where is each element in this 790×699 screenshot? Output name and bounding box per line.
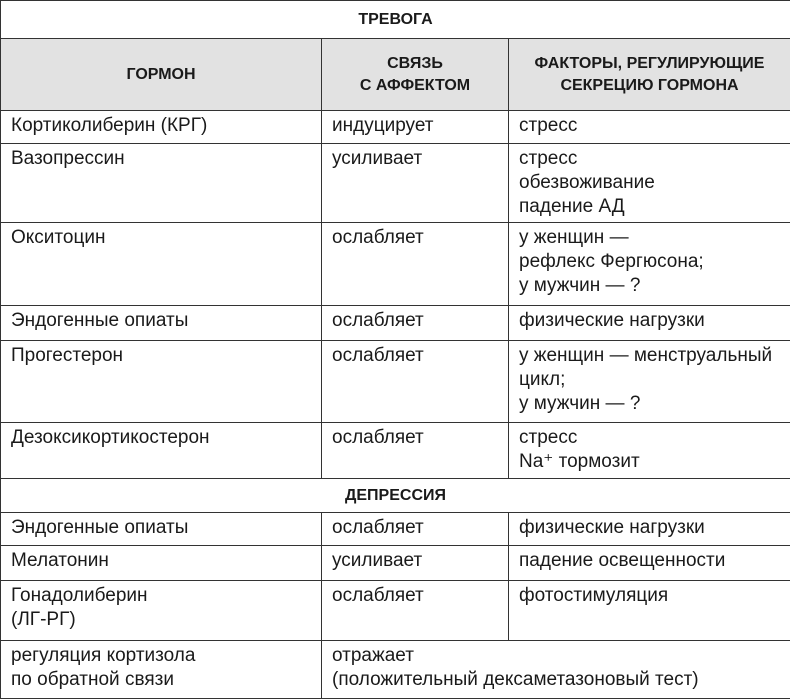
table-row	[1, 111, 790, 144]
table-row	[1, 341, 790, 423]
section-title: ТРЕВОГА	[1, 1, 790, 39]
section-row-depression	[1, 479, 790, 513]
factors-cell-line: у женщин —	[519, 226, 780, 250]
link-cell-line: ослабляет	[332, 426, 498, 450]
factors-cell-line: падение освещенности	[519, 549, 780, 573]
header-factors	[509, 39, 790, 111]
link-cell-line: усиливает	[332, 549, 498, 573]
factors-cell	[509, 223, 790, 306]
hormone-cell	[1, 641, 322, 699]
factors-cell-line: цикл;	[519, 368, 780, 392]
hormone-cell-line: по обратной связи	[11, 668, 311, 692]
hormone-cell-line: (ЛГ-РГ)	[11, 608, 311, 632]
header-link-line: С АФФЕКТОМ	[326, 75, 504, 97]
factors-cell-line: у мужчин — ?	[519, 274, 780, 298]
merged-cell-line: (положительный дексаметазоновый тест)	[332, 668, 780, 692]
factors-cell-line: у мужчин — ?	[519, 392, 780, 416]
table-row	[1, 641, 790, 699]
link-cell	[322, 341, 509, 423]
header-hormone-line: ГОРМОН	[5, 64, 317, 86]
factors-cell-line: стресс	[519, 114, 780, 138]
link-cell	[322, 513, 509, 546]
table-row	[1, 306, 790, 341]
hormone-cell-line: Мелатонин	[11, 549, 311, 573]
header-factors-line: ФАКТОРЫ, РЕГУЛИРУЮЩИЕ	[513, 53, 786, 75]
header-link-line: СВЯЗЬ	[326, 53, 504, 75]
table-row	[1, 581, 790, 641]
factors-cell-line: физические нагрузки	[519, 309, 780, 333]
factors-cell-line: стресс	[519, 426, 780, 450]
table-row	[1, 423, 790, 479]
hormone-cell	[1, 513, 322, 546]
factors-cell-line: обезвоживание	[519, 171, 780, 195]
hormone-cell-line: регуляция кортизола	[11, 644, 311, 668]
factors-cell-line: физические нагрузки	[519, 516, 780, 540]
factors-cell-line: рефлекс Фергюсона;	[519, 250, 780, 274]
section-title: ДЕПРЕССИЯ	[1, 479, 790, 513]
link-cell	[322, 423, 509, 479]
hormone-cell-line: Вазопрессин	[11, 147, 311, 171]
factors-cell	[509, 111, 790, 144]
header-hormone	[1, 39, 322, 111]
hormone-cell	[1, 546, 322, 581]
table-row	[1, 513, 790, 546]
factors-cell-line: фотостимуляция	[519, 584, 780, 608]
link-cell-line: ослабляет	[332, 226, 498, 250]
hormone-cell-line: Кортиколиберин (КРГ)	[11, 114, 311, 138]
factors-cell	[509, 341, 790, 423]
header-factors-line: СЕКРЕЦИЮ ГОРМОНА	[513, 75, 786, 97]
link-cell	[322, 581, 509, 641]
hormone-cell	[1, 111, 322, 144]
hormone-cell	[1, 341, 322, 423]
merged-cell	[322, 641, 790, 699]
hormone-cell	[1, 144, 322, 223]
header-row	[1, 39, 790, 111]
hormone-cell-line: Окситоцин	[11, 226, 311, 250]
factors-cell-line: у женщин — менструальный	[519, 344, 780, 368]
hormone-cell	[1, 581, 322, 641]
link-cell-line: ослабляет	[332, 516, 498, 540]
factors-cell-line: стресс	[519, 147, 780, 171]
factors-cell-line: падение АД	[519, 195, 780, 219]
factors-cell-line: Na⁺ тормозит	[519, 450, 780, 474]
hormone-cell-line: Дезоксикортикостерон	[11, 426, 311, 450]
header-link	[322, 39, 509, 111]
link-cell	[322, 306, 509, 341]
section-row-anxiety	[1, 1, 790, 39]
factors-cell	[509, 306, 790, 341]
hormone-cell	[1, 423, 322, 479]
link-cell	[322, 223, 509, 306]
hormone-cell-line: Прогестерон	[11, 344, 311, 368]
link-cell-line: усиливает	[332, 147, 498, 171]
link-cell-line: ослабляет	[332, 344, 498, 368]
factors-cell	[509, 546, 790, 581]
link-cell	[322, 111, 509, 144]
factors-cell	[509, 423, 790, 479]
factors-cell	[509, 513, 790, 546]
table-row	[1, 223, 790, 306]
link-cell	[322, 546, 509, 581]
link-cell-line: индуцирует	[332, 114, 498, 138]
link-cell-line: ослабляет	[332, 309, 498, 333]
hormone-cell-line: Эндогенные опиаты	[11, 309, 311, 333]
factors-cell	[509, 581, 790, 641]
table-row	[1, 546, 790, 581]
hormone-cell-line: Эндогенные опиаты	[11, 516, 311, 540]
table-row	[1, 144, 790, 223]
link-cell-line: ослабляет	[332, 584, 498, 608]
link-cell	[322, 144, 509, 223]
hormone-cell-line: Гонадолиберин	[11, 584, 311, 608]
merged-cell-line: отражает	[332, 644, 780, 668]
hormone-cell	[1, 223, 322, 306]
factors-cell	[509, 144, 790, 223]
hormone-cell	[1, 306, 322, 341]
